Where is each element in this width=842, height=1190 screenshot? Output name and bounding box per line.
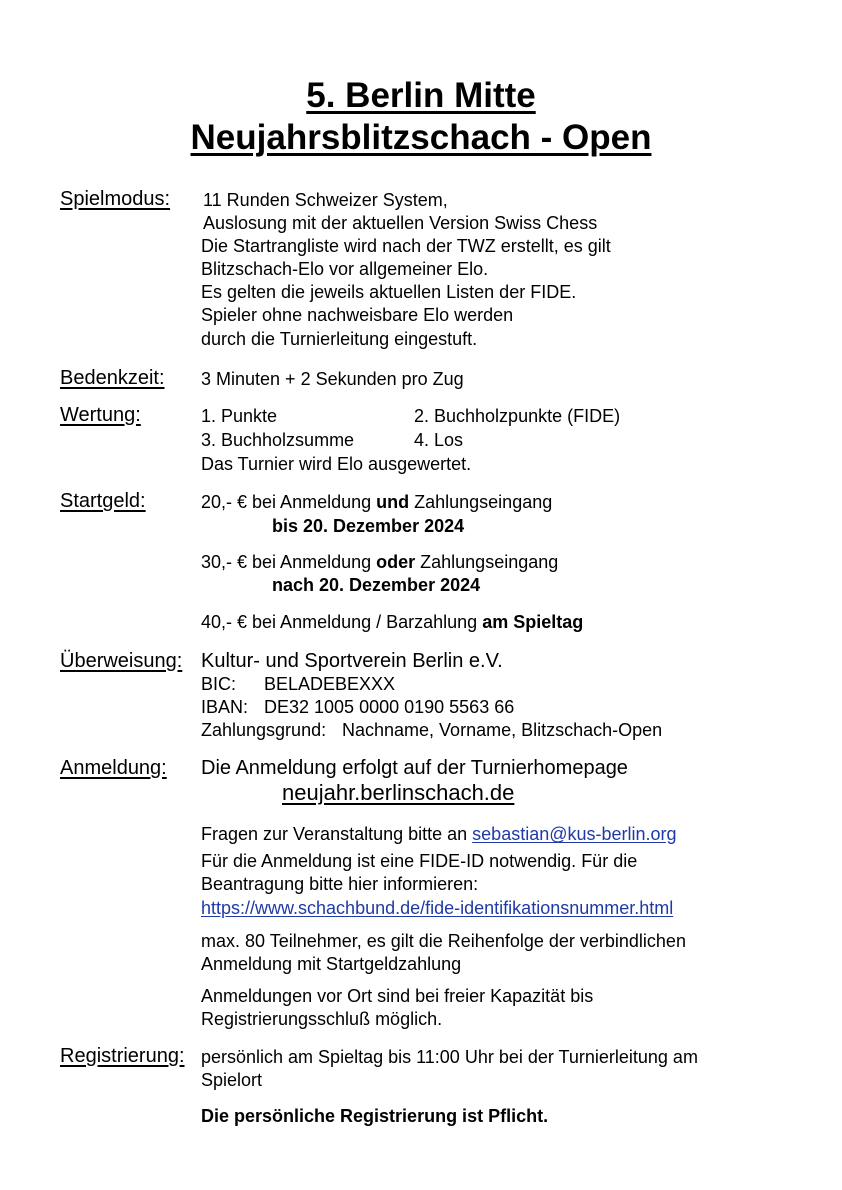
ueberweisung-bic-label: BIC: [201,674,237,694]
title-line-1: 5. Berlin Mitte [306,76,536,115]
registrierung-line-2: Spielort [201,1070,263,1090]
anmeldung-fide-line-1: Für die Anmeldung ist eine FIDE-ID notwendig. Für die [201,851,638,871]
anmeldung-max-line-2: Anmeldung mit Startgeldzahlung [201,954,462,974]
label-wertung: Wertung: [60,404,141,426]
wertung-item-4: 4. Los [414,430,464,450]
bedenkzeit-text: 3 Minuten + 2 Sekunden pro Zug [201,369,464,389]
email-link[interactable]: sebastian@kus-berlin.org [472,824,677,844]
wertung-item-1: 1. Punkte [201,406,278,426]
label-bedenkzeit: Bedenkzeit: [60,367,165,389]
wertung-note: Das Turnier wird Elo ausgewertet. [201,454,472,474]
startgeld-tier-2: 30,- € bei Anmeldung oder Zahlungseingang [201,552,559,572]
startgeld-tier-2-deadline: nach 20. Dezember 2024 [272,575,481,595]
label-startgeld: Startgeld: [60,490,146,512]
ueberweisung-recipient: Kultur- und Sportverein Berlin e.V. [201,650,503,672]
startgeld-tier-1-deadline: bis 20. Dezember 2024 [272,516,465,536]
fide-info-link-row [201,897,673,919]
fide-info-link[interactable]: https://www.schachbund.de/fide-identifikationsnummer.html [201,898,674,918]
wertung-item-3: 3. Buchholzsumme [201,430,355,450]
wertung-item-2: 2. Buchholzpunkte (FIDE) [414,406,621,426]
anmeldung-questions: Fragen zur Veranstaltung bitte an sebastian@kus-berlin.org [201,824,677,844]
spielmodus-line-3: Die Startrangliste wird nach der TWZ erstellt, es gilt [201,236,611,256]
startgeld-tier-1: 20,- € bei Anmeldung und Zahlungseingang [201,492,553,512]
label-registrierung: Registrierung: [60,1045,185,1067]
ueberweisung-iban-label: IBAN: [201,697,249,717]
ueberweisung-bic: BELADEBEXXX [264,674,396,694]
label-spielmodus: Spielmodus: [60,188,171,210]
label-anmeldung: Anmeldung: [60,757,167,779]
title-line-2: Neujahrsblitzschach - Open [190,118,652,157]
anmeldung-max-line-1: max. 80 Teilnehmer, es gilt die Reihenfolge der verbindlichen [201,931,686,951]
registrierung-mandatory: Die persönliche Registrierung ist Pflicht. [201,1106,549,1126]
registrierung-line-1: persönlich am Spieltag bis 11:00 Uhr bei der Turnierleitung am [201,1047,698,1067]
spielmodus-line-7: durch die Turnierleitung eingestuft. [201,329,478,349]
label-ueberweisung: Überweisung: [60,650,183,672]
anmeldung-onsite-line-2: Registrierungsschluß möglich. [201,1009,443,1029]
anmeldung-onsite-line-1: Anmeldungen vor Ort sind bei freier Kapazität bis [201,986,594,1006]
anmeldung-homepage: neujahr.berlinschach.de [282,780,515,805]
ueberweisung-reason: Nachname, Vorname, Blitzschach-Open [342,720,663,740]
spielmodus-line-1: 11 Runden Schweizer System, [203,190,448,210]
ueberweisung-reason-label: Zahlungsgrund: [201,720,327,740]
startgeld-tier-3: 40,- € bei Anmeldung / Barzahlung am Spieltag [201,612,584,632]
spielmodus-line-4: Blitzschach-Elo vor allgemeiner Elo. [201,259,489,279]
ueberweisung-iban: DE32 1005 0000 0190 5563 66 [264,697,515,717]
anmeldung-fide-line-2: Beantragung bitte hier informieren: [201,874,479,894]
anmeldung-intro: Die Anmeldung erfolgt auf der Turnierhomepage [201,757,628,779]
spielmodus-line-2: Auslosung mit der aktuellen Version Swiss Chess [203,213,598,233]
spielmodus-line-6: Spieler ohne nachweisbare Elo werden [201,305,514,325]
spielmodus-line-5: Es gelten die jeweils aktuellen Listen der FIDE. [201,282,577,302]
